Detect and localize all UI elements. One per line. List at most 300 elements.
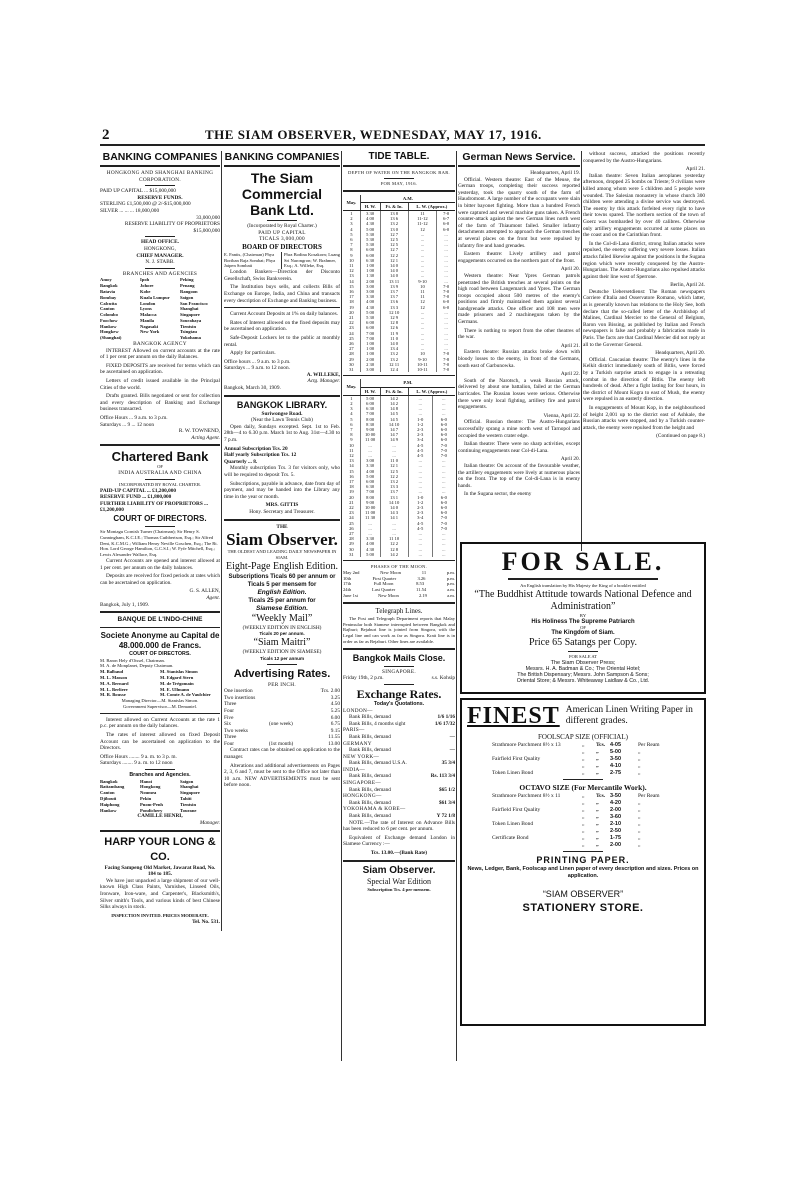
- branch: Rangoon: [180, 288, 198, 294]
- tide-cell: 5 30: [360, 232, 380, 237]
- exchange-item: Bank Bills, 4 months sight: [349, 720, 406, 727]
- library-monthly: Monthly subscription Tcs. 3 for visitors only, who will be required to deposit Tcs. 5.: [224, 465, 340, 479]
- tide-cell: 4 30: [360, 305, 380, 310]
- branch: Hanoi: [140, 778, 152, 784]
- branch: London: [140, 300, 156, 306]
- tide-cell: 12: [343, 453, 360, 458]
- tide-cell: 3 00: [360, 458, 380, 463]
- tide-cell: 21: [343, 315, 360, 320]
- branch: Kobe: [140, 288, 151, 294]
- octavo-price-list: [467, 793, 699, 849]
- for-sale-vendor: Oriental Store; & Messrs. Whiteaway Laidlaw & Co., Ltd.: [516, 678, 650, 685]
- tide-cell: ...: [408, 331, 437, 336]
- tide-cell: 3 00: [360, 289, 380, 294]
- tide-cell: 7-8: [443, 356, 450, 362]
- tide-cell: 3 00: [360, 284, 380, 289]
- tide-cell: 14 0: [380, 273, 408, 278]
- branch: New York: [140, 329, 160, 335]
- library-open: Open daily, Sundays excepted. Sept. 1st to Feb. 28th—4 to 6.30 p.m. March 1st to Aug. 31st—4.30 to 7 p.m.: [224, 423, 340, 444]
- tide-month: FOR MAY, 1916.: [380, 180, 418, 186]
- newspaper-page: [100, 127, 705, 1062]
- tide-cell: 4-5: [408, 453, 432, 458]
- tide-cell: 1 00: [360, 341, 380, 346]
- library-secretary: MRS. GITTIS: [265, 502, 299, 509]
- printing-body: News, Ledger, Bank, Foolscap and Linen paper of every description and sizes. Prices on application.: [467, 866, 699, 879]
- tide-cell: 9-10: [408, 279, 437, 284]
- rate-row: One insertion Tcs. 2.00: [224, 688, 340, 695]
- ditto: „: [582, 807, 585, 813]
- paper-name: Token Linen Bond: [492, 821, 534, 827]
- tide-cell: ...: [444, 237, 448, 243]
- branch: Manila: [140, 317, 155, 323]
- tide-cell: 5 00: [360, 474, 380, 479]
- paper-name: [492, 828, 582, 835]
- news-paragraph: In the Sugana sector, the enemy: [464, 491, 532, 498]
- tide-cell: 11: [408, 289, 437, 294]
- tide-cell: 7-0: [443, 361, 450, 367]
- price-per: „: [638, 828, 641, 834]
- tide-cell: 7 00: [360, 336, 380, 341]
- siam-bank-date: Bangkok, March 30, 1909.: [224, 385, 281, 392]
- tide-cell: ...: [408, 258, 437, 263]
- price-unit: „: [596, 842, 599, 848]
- tide-cell: ...: [408, 310, 437, 315]
- moon-cell: 8.53: [416, 581, 425, 587]
- siam-bank-office: Office hours ... 9 a.m. to 3 p.m.: [224, 358, 291, 365]
- harp-tel: Tel. No. 531.: [192, 918, 220, 925]
- tide-cell: 12 7: [380, 247, 408, 252]
- tide-cell: 13 1: [380, 495, 408, 500]
- price-unit: „: [596, 749, 599, 755]
- chartered-directors: Sir Montagu Cornish Turner (Chairman); Sir Henry S. Cunningham, K.C.I.E.; Thomas Cuthbertson, Esq.; Sir Alfred Dent, K.C.M.G.; William Henry Neville Goschen, Esq.; The Rt. Hon. Lord George Hamilton, G.C.S.I.; W. Fyfe Mitchell, Esq.; Lewis Alexander Wallace, Esq.: [100, 528, 218, 558]
- paper-name: [492, 814, 582, 821]
- rate-row: Six (one week) 6.75: [224, 721, 340, 728]
- paper-name: [492, 749, 582, 756]
- moon-phase-row: [343, 593, 455, 599]
- exchange-title: Exchange Rates.: [356, 686, 442, 701]
- tide-cell: ...: [408, 253, 437, 258]
- price-unit: „: [596, 821, 599, 827]
- tide-cell: 13 2: [380, 221, 408, 226]
- director: M. Stanislas Simon: [160, 669, 198, 675]
- tide-cell: ...: [444, 268, 448, 274]
- tide-cell: ...: [408, 406, 432, 411]
- tide-cell: ...: [408, 552, 432, 557]
- section-heading: TIDE TABLE.: [343, 151, 455, 167]
- hsbc-chief-manager: CHIEF MANAGER.: [136, 252, 184, 259]
- war-edition: Special War Edition: [366, 876, 432, 886]
- branch: Sourabaya: [180, 317, 202, 323]
- exchange-value: —: [449, 733, 455, 740]
- tide-cell: 19: [343, 305, 360, 310]
- tide-cell: ...: [360, 448, 380, 453]
- tide-cell: 3: [343, 221, 360, 226]
- moon-cell: a.m.: [447, 587, 455, 593]
- tide-cell: 5 00: [360, 395, 380, 401]
- tide-cell: ...: [408, 411, 432, 416]
- tide-cell: 12: [408, 305, 437, 310]
- tide-cell: 10: [408, 284, 437, 289]
- advertising-title: Advertising Rates.: [233, 667, 331, 680]
- directors-left: E. Fantis, (Chairman) Phya Boriban Raja Sombat; Phya Jaipen Sombati: [224, 252, 282, 269]
- harp-body: We have just unpacked a large shipment of our well-known High Class Paints, Varnishes, Linseed Oils, Ironware, Iron-ware, and Carpenter's, Blacksmith's, Silver smith's Tools, and various kinds of best Chinese Silks always in stock.: [100, 877, 220, 911]
- exchange-place: GERMANY: [343, 740, 372, 747]
- exchange-subtitle: Today's Quotations.: [373, 700, 425, 707]
- tide-cell: 4: [343, 411, 360, 416]
- tide-cell: 14 8: [380, 406, 408, 411]
- chartered-signatory-title: Agent.: [206, 594, 220, 601]
- tide-cell: ...: [380, 448, 408, 453]
- tide-cell: ...: [408, 474, 432, 479]
- price-value: 2-75: [610, 770, 622, 776]
- tide-cell: 30: [343, 547, 360, 552]
- tide-cell: 3-4: [408, 437, 432, 442]
- tide-cell: 14 10: [380, 422, 408, 427]
- director: M. L. Masson: [100, 675, 128, 681]
- chartered-region: INDIA AUSTRALIA AND CHINA: [118, 470, 202, 477]
- tide-cell: 5 30: [360, 242, 380, 247]
- tide-cell: ...: [408, 325, 437, 330]
- chartered-deposits: Deposits are received for fixed periods at rates which can be ascertained on application.: [100, 573, 220, 586]
- tide-cell: 14 2: [380, 401, 408, 406]
- chartered-further: FURTHER LIABILITY OF PROPRIETORS ... £1,200,000: [100, 500, 209, 514]
- tide-cell: 13 6: [380, 299, 408, 304]
- store-line1: “SIAM OBSERVER”: [542, 889, 624, 899]
- exchange-value: 35 3/4: [441, 760, 455, 767]
- ditto: „: [582, 835, 585, 841]
- tide-cell: 15: [343, 284, 360, 289]
- tide-cell: 22: [343, 320, 360, 325]
- tide-cell: 1 00: [360, 346, 380, 351]
- news-paragraph: without success, attacked the positions recently conquered by the Austro-Hungarians.: [583, 151, 705, 164]
- price-row: [492, 807, 699, 814]
- branch: San Francisco: [180, 300, 208, 306]
- tide-cell: 1-2: [408, 422, 432, 427]
- news-paragraph: Official. Caucasian theatre: The enemy's lines in the Kelkit district immediately south of Bitlis, were forced by a Turkish surprise attack to engage in a retreating combat in the direction of Bitlis. The enemy left hundreds of dead. After a fight lasting for four hours, in the district of Mount Kogra to east of Mush, the enemy were repulsed in an easterly direction.: [583, 356, 705, 403]
- tide-cell: 13 6: [380, 216, 408, 221]
- rate-row: Four (1st month) 13.00: [224, 740, 340, 747]
- observer-subs: Subscriptions Ticals 60 per annum or Ticals 5 per mensem for: [228, 573, 336, 588]
- tide-cell: ...: [408, 315, 437, 320]
- indochine-rates: The rates of interest allowed on fixed Deposit Account can be ascertained on application to the Directors.: [100, 732, 220, 752]
- branch: Kuala Lumpur: [140, 294, 170, 300]
- tide-cell: 12 2: [380, 253, 408, 258]
- price-value: 2-10: [610, 821, 622, 827]
- page-title: THE SIAM OBSERVER, WEDNESDAY, MAY 17, 1916.: [205, 127, 542, 142]
- tide-cell: 14 7: [380, 427, 408, 432]
- news-paragraph: Deutsche Uebersetdienst: The Roman newspapers Corriere d'Italia and Osservatore Romano, which latter, as is generally known has relations to the Holy See, both declare that the so-called letter of the Archbishop of Malines, Cardinal Mercier to the General of Belgium, Baron von Bissing, as published by Italian and French newspapers is false and probably a fabrication made in Paris. The facts are that Cardinal Mercier did not reply at all to the Governor General.: [583, 288, 705, 348]
- dateline: April 21.: [560, 342, 580, 349]
- tide-cell: 14 7: [380, 432, 408, 437]
- exchange-value: $61 3/4: [438, 799, 455, 806]
- news-paragraph: South of the Narotsch, a weak Russian attack, delivered by about one battalion, failed at the German barricades. The Russian losses were serious. Otherwise there were only local fighting, artillery fire and patrol engagements.: [458, 377, 580, 411]
- dateline: April 20.: [560, 266, 580, 273]
- tide-cell: 12: [343, 268, 360, 273]
- director: M. Edgard Stern: [160, 675, 194, 681]
- dateline: April 21.: [685, 166, 705, 173]
- branch: Canton: [100, 306, 115, 312]
- observer-oldest: THE OLDEST AND LEADING DAILY NEWSPAPER IN SIAM.: [227, 549, 337, 560]
- tide-cell: ...: [408, 395, 432, 401]
- price-per: „: [638, 835, 641, 841]
- tide-cell: 6-0: [440, 432, 447, 438]
- paper-name: Fairfield First Quality: [492, 807, 541, 813]
- price-row: [492, 770, 699, 777]
- siam-bank-london: London Bankers—Direction der Disconto Gesellschaft, Swiss Bankverein.: [224, 269, 340, 282]
- tide-cell: 12: [408, 299, 437, 304]
- price-value: 1-75: [610, 835, 622, 841]
- tide-cell: 5 30: [360, 315, 380, 320]
- tide-cell: 11 9: [380, 331, 408, 336]
- tide-cell: ...: [442, 411, 446, 417]
- price-unit: „: [596, 756, 599, 762]
- tide-cell: ...: [380, 443, 408, 448]
- chartered-current: Current Accounts are opened and interest allowed at 1 per cent. per annum on the daily balances.: [100, 557, 220, 571]
- observer-weekly: “Weekly Mail”: [251, 612, 313, 624]
- tide-cell: ...: [444, 309, 448, 315]
- tide-cell: 12 1: [380, 463, 408, 468]
- price-row: [492, 793, 699, 800]
- tide-cell: 13 2: [380, 357, 408, 362]
- news-paragraph: There is nothing to report from the other theatres of the war.: [458, 327, 580, 341]
- tide-cell: 7-0: [440, 515, 447, 521]
- news-paragraph: Western theatre: Near Ypres German patrols penetrated the British trenches at several points on the high road between Langemarck and Ypres. The German troops occupied about 500 metres of the enemy's positions and firmly maintained them against several handgrenade attacks. One officer and 108 men were made prisoners and 2 machineguns taken by the Germans.: [458, 272, 580, 326]
- moon-cell: New Moon: [380, 569, 401, 575]
- tide-cell: ...: [444, 335, 448, 341]
- branch: Pekin: [140, 796, 152, 801]
- tide-cell: 9: [343, 253, 360, 258]
- branch: Amoy: [100, 277, 112, 283]
- tide-cell: 6-0: [443, 299, 450, 305]
- siam-bank-signatory-title: Actg. Manager.: [307, 378, 340, 385]
- tide-cell: 18: [343, 299, 360, 304]
- for-sale-title: FOR SALE.: [501, 547, 665, 576]
- price-value: 5-00: [610, 749, 622, 755]
- branch: Tahiti: [180, 796, 192, 801]
- branch: Colombo: [100, 312, 118, 318]
- tide-cell: 6 30: [360, 484, 380, 489]
- price-row: [492, 821, 699, 828]
- exchange-row: [343, 773, 455, 780]
- branch: Hongkong: [140, 784, 161, 790]
- news-paragraph: Italian theatre: On account of the favourable weather, the artillery engagements were lively at numerous places on the front. The top of the Col-di-Lana is in enemy hands.: [458, 462, 580, 489]
- tide-cell: 12 4: [380, 367, 408, 372]
- tide-cell: 13 8: [380, 211, 408, 217]
- paper-name: [492, 800, 582, 807]
- tide-cell: 6: [343, 422, 360, 427]
- exchange-place: SINGAPORE—: [343, 780, 382, 787]
- continued-note: (Continued on page 8.): [656, 433, 705, 440]
- tide-cell: 4 30: [360, 547, 380, 552]
- tide-cell: ...: [408, 268, 437, 273]
- branch: Saigon: [180, 778, 194, 784]
- tide-cell: 23: [343, 325, 360, 330]
- ditto: „: [582, 814, 585, 820]
- tide-cell: ...: [408, 242, 437, 247]
- paper-name: Certificate Bond: [492, 835, 529, 841]
- siam-bank-paid-up: PAID UP CAPITAL: [258, 229, 306, 236]
- tide-cell: 11: [343, 263, 360, 268]
- column-german-news-cont: [583, 151, 705, 541]
- rate-row: Four 5.25: [224, 707, 340, 714]
- price-per: „: [638, 807, 641, 813]
- tide-cell: ...: [444, 341, 448, 347]
- tide-cell: ...: [442, 489, 446, 495]
- moon-cell: First Quarter: [372, 575, 397, 581]
- tide-cell: 10: [343, 258, 360, 263]
- siam-bank-board: BOARD OF DIRECTORS: [242, 242, 322, 251]
- indochine-directors: [100, 669, 220, 698]
- tide-cell: ...: [408, 263, 437, 268]
- library-quarterly: Quarterly ... 8.: [224, 458, 258, 465]
- tide-cell: 12 2: [380, 474, 408, 479]
- tide-cell: 7-0: [443, 289, 450, 295]
- telegraph-body: The Post and Telegraph Department reports that Malay Peninsular both Siamese interrupted between Bangkok and Rajburi; Bejaburi line is jointed from Singora, with the Legal line and can work as far as Singora. Kratt line is in order as far as Bejaburi. Other lines are available.: [343, 615, 455, 644]
- director: M. Comte A. de Vaulchier: [160, 692, 211, 698]
- tide-cell: 12 5: [380, 242, 408, 247]
- branch: Lyons: [140, 306, 152, 312]
- tide-cell: 9-10: [408, 357, 437, 362]
- chartered-date: Bangkok, July 1, 1909.: [100, 601, 150, 608]
- tide-cell: ...: [444, 273, 448, 279]
- hsbc-signatory: R. W. TOWNEND,: [178, 428, 220, 435]
- harp-inspection: INSPECTION INVITED. PRICES MODERATE.: [111, 912, 209, 918]
- tide-cell: 12 11: [380, 362, 408, 367]
- branch: Nagasaki: [140, 323, 159, 329]
- tide-cell: ...: [408, 237, 437, 242]
- indochine-hours: Office Hours ........ 9 a. m. to 3 p. m.: [100, 753, 177, 760]
- price-per: „: [638, 842, 641, 848]
- branch: Djibouti: [100, 796, 117, 801]
- tide-cell: 12 2: [380, 541, 408, 546]
- tide-cell: 4-5: [408, 521, 432, 526]
- indochine-deputy: M. A. de Monplanet, Deputy Chairman.: [100, 663, 174, 669]
- tide-cell: 24: [343, 515, 360, 520]
- director: M. R. Bousse: [100, 692, 126, 698]
- paper-name: Token Linen Bond: [492, 770, 534, 776]
- library-subs: Subscriptions, payable in advance, date from day of payment, and may be handed into the Library any time in the year or month.: [224, 480, 340, 500]
- tide-cell: 13: [343, 273, 360, 278]
- tide-row: [343, 367, 455, 372]
- tide-cell: ...: [408, 247, 437, 252]
- observer-name: Siam Observer.: [226, 530, 338, 550]
- tide-cell: 1: [343, 395, 360, 401]
- siam-bank-apply: Apply for particulars.: [230, 350, 276, 357]
- hsbc-paid-up: PAID UP CAPITAL ... $15,000,000: [100, 188, 176, 195]
- tide-cell: 4 30: [360, 221, 380, 226]
- branch: Pondichery: [140, 807, 163, 813]
- branch: Johore: [140, 283, 154, 289]
- tide-cell: 6 00: [360, 479, 380, 484]
- tide-cell: 4 00: [360, 541, 380, 546]
- tide-cell: 13 9: [380, 284, 408, 289]
- tide-cell: ...: [442, 463, 446, 469]
- moon-cell: 24th: [343, 587, 352, 593]
- tide-cell: 6-0: [443, 221, 450, 227]
- tide-cell: 6 00: [360, 320, 380, 325]
- rate-row: Two weeks 9.15: [224, 727, 340, 734]
- tide-cell: 26: [343, 526, 360, 531]
- price-unit: „: [596, 800, 599, 806]
- advertising-per-inch: PER INCH.: [267, 681, 296, 688]
- tide-cell: ...: [444, 315, 448, 321]
- hsbc-total: 33,000,000: [196, 214, 220, 221]
- exchange-item: Bank Bills, demand: [349, 799, 391, 806]
- hsbc-hongkong: HONGKONG,: [144, 245, 176, 252]
- tide-cell: 27: [343, 346, 360, 351]
- exchange-row: [343, 813, 455, 820]
- tide-cell: ...: [442, 536, 446, 542]
- tide-cell: ...: [442, 395, 446, 401]
- tide-cell: ...: [408, 320, 437, 325]
- tide-cell: 10 00: [360, 432, 380, 437]
- news-paragraph: Official. Western theatre: East of the Meuse, the German troops, completing their success reported yesterday, took the quarry south of the farm of Haudromont. A large number of the occupants were slain in bitter bayonet fighting. More than a hundred French were captured and several machine guns taken. A French counter-attack against the new German lines north west of the farm of Thiaumont failed. Smaller infantry detachments attempted to approach the German trenches at several places on the front but were repulsed by infantry fire and hand grenades.: [458, 176, 580, 249]
- hsbc-drafts: Drafts granted. Bills negotiated or sent for collection and every description of Banking and Exchange business transacted.: [100, 393, 220, 413]
- ditto: „: [582, 821, 585, 827]
- price-unit: „: [596, 763, 599, 769]
- tide-cell: 31: [343, 552, 360, 557]
- foolscap-title: FOOLSCAP SIZE (OFFICIAL): [538, 733, 628, 741]
- tide-subtitle: DEPTH OF WATER ON THE BANGKOK BAR.: [347, 170, 451, 175]
- price-unit: „: [596, 828, 599, 834]
- paper-name: [492, 763, 582, 770]
- tide-cell: 11 00: [360, 510, 380, 515]
- tide-cell: 6-0: [440, 437, 447, 443]
- tide-cell: ...: [360, 453, 380, 458]
- branch: Battambang: [100, 784, 125, 790]
- dateline: April 20.: [560, 456, 580, 463]
- tide-cell: 6 00: [360, 253, 380, 258]
- price-row: [492, 800, 699, 807]
- siam-bank-name: The Siam Commercial Bank Ltd.: [241, 170, 323, 218]
- column-banking-1: [100, 151, 220, 1056]
- siam-bank-ticals: TICALS 3,000,000: [259, 236, 305, 243]
- moon-title: PHASES OF THE MOON.: [370, 564, 428, 569]
- tide-cell: 6 30: [360, 258, 380, 263]
- news-paragraph: In engagements of Mount Kop, in the neighbourhood of height 2,001 up to the district east of Ashkale, the Russian attacks were stopped, and by a Turkish counter-attack, the enemy were repulsed from the height and: [583, 404, 705, 431]
- tide-cell: 7-0: [443, 211, 450, 216]
- hsbc-head-office: HEAD OFFICE.: [141, 239, 179, 246]
- price-row: [492, 814, 699, 821]
- tide-cell: 11 30: [360, 515, 380, 520]
- tide-cell: 13 7: [380, 294, 408, 299]
- tide-cell: 22: [343, 505, 360, 510]
- tide-cell: 11 0: [380, 336, 408, 341]
- moon-cell: 17th: [343, 581, 352, 587]
- tide-cell: 12 8: [380, 320, 408, 325]
- moon-cell: p.m.: [446, 569, 455, 575]
- tide-cell: 6-0: [440, 416, 447, 422]
- advertising-contract: Contract rates can be obtained on application to the manager.: [224, 747, 340, 761]
- for-sale-book: “The Buddhist Attitude towards National Defence and Administration”: [474, 588, 692, 612]
- tide-cell: 28: [343, 351, 360, 356]
- tide-cell: ...: [408, 479, 432, 484]
- tide-cell: 24: [343, 331, 360, 336]
- price-value: 2-00: [610, 842, 622, 848]
- ditto: „: [582, 756, 585, 762]
- war-subscription: Subscription Tcs. 4 per mensem.: [367, 886, 431, 892]
- tide-cell: 26: [343, 341, 360, 346]
- library-annual: Annual Subscription Tcs. 20: [224, 445, 288, 452]
- ditto: „: [582, 842, 585, 848]
- tide-cell: ...: [444, 263, 448, 269]
- tide-cell: 13 11: [380, 279, 408, 284]
- tide-cell: ...: [442, 468, 446, 474]
- siam-bank-safe: Safe-Deposit Lockers let to the public at monthly rental.: [224, 334, 340, 348]
- siam-bank-rates: Rates of Interest allowed on the fixed deposits may be ascertained on application.: [224, 319, 340, 333]
- siam-bank-directors: [224, 252, 340, 269]
- tide-cell: 7-0: [440, 520, 447, 526]
